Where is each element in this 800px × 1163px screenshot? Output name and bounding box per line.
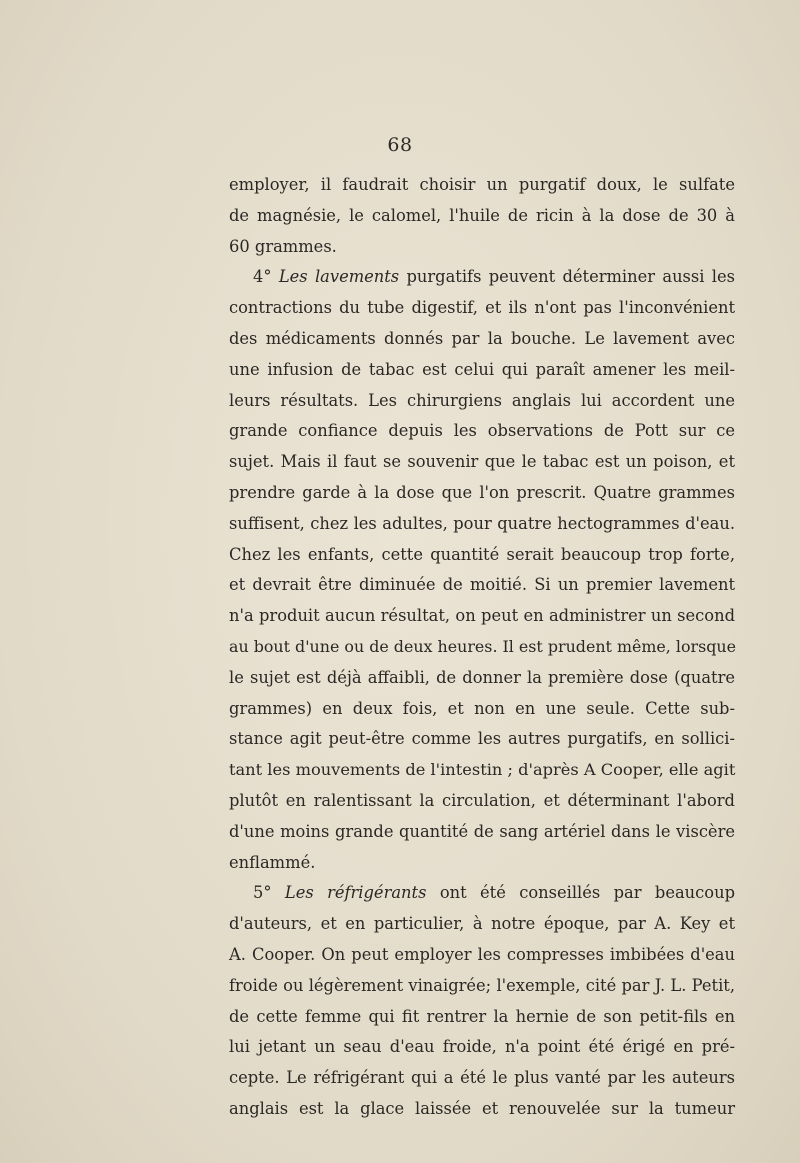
text-line	[229, 355, 735, 386]
text-line-segment: froide ou légèrement vinaigrée; l'exemple, cité par J. L. Petit,	[229, 975, 735, 995]
text-line-segment: sujet. Mais il faut se souvenir que le tabac est un poison, et	[229, 452, 735, 472]
text-line	[229, 1094, 735, 1125]
text-line	[229, 724, 735, 755]
text-line-segment: tant les mouvements de l'intestin ; d'après A Cooper, elle agit	[229, 760, 736, 780]
text-line	[229, 940, 735, 971]
text-line-segment: anglais est la glace laissée et renouvelée sur la tumeur	[229, 1098, 735, 1118]
page-number: 68	[387, 134, 413, 156]
text-line-segment: et devrait être diminuée de moitié. Si un premier lavement	[229, 575, 735, 595]
text-line	[229, 447, 735, 478]
text-line	[229, 509, 735, 540]
text-line-segment: de cette femme qui fit rentrer la hernie de son petit-fils en	[229, 1006, 735, 1026]
text-line	[229, 201, 735, 232]
text-line-segment: une infusion de tabac est celui qui paraît amener les meil-	[229, 359, 735, 379]
text-line-segment: au bout d'une ou de deux heures. Il est prudent même, lorsque	[229, 636, 736, 656]
text-line-segment: le sujet est déjà affaibli, de donner la première dose (quatre	[229, 667, 735, 687]
text-line-segment: n'a produit aucun résultat, on peut en administrer un second	[229, 606, 735, 626]
text-line	[229, 663, 735, 694]
text-line	[229, 1032, 735, 1063]
text-line-segment: ont été conseillés par beaucoup	[426, 883, 735, 903]
text-line	[229, 293, 735, 324]
text-line-segment: d'auteurs, et en particulier, à notre époque, par A. Key et	[229, 914, 735, 934]
text-line	[229, 694, 735, 725]
text-line	[229, 817, 735, 848]
text-line	[229, 386, 735, 417]
text-line-segment: 4°	[253, 267, 279, 287]
text-line-segment: enflammé.	[229, 852, 316, 872]
text-line-segment: stance agit peut-être comme les autres purgatifs, en sollici-	[229, 729, 735, 749]
text-line	[229, 540, 735, 571]
text-line-segment: A. Cooper. On peut employer les compresses imbibées d'eau	[229, 944, 735, 964]
text-line	[229, 1063, 735, 1094]
text-line-segment: 60 grammes.	[229, 236, 337, 256]
text-line-segment: prendre garde à la dose que l'on prescrit. Quatre grammes	[229, 482, 735, 502]
text-line-segment: Chez les enfants, cette quantité serait beaucoup trop forte,	[229, 544, 735, 564]
text-line	[229, 1002, 735, 1033]
text-line	[229, 416, 735, 447]
text-line-segment: cepte. Le réfrigérant qui a été le plus vanté par les auteurs	[229, 1068, 735, 1088]
italic-term: Les lavements	[278, 267, 400, 287]
text-line	[229, 848, 735, 879]
text-line-segment: contractions du tube digestif, et ils n'ont pas l'inconvénient	[229, 298, 735, 318]
text-line-segment: leurs résultats. Les chirurgiens anglais lui accordent une	[229, 390, 735, 410]
italic-term: Les réfrigérants	[284, 883, 427, 903]
text-line	[229, 601, 735, 632]
text-line	[229, 478, 735, 509]
text-line-segment: grammes) en deux fois, et non en une seule. Cette sub-	[229, 698, 735, 718]
text-line	[229, 786, 735, 817]
text-line-segment: de magnésie, le calomel, l'huile de ricin à la dose de 30 à	[229, 205, 735, 225]
text-line-segment: grande confiance depuis les observations de Pott sur ce	[229, 421, 735, 441]
text-line	[229, 909, 735, 940]
text-line	[229, 232, 735, 263]
text-line	[229, 971, 735, 1002]
body-text	[229, 170, 735, 1125]
text-line	[229, 170, 735, 201]
text-line-segment: lui jetant un seau d'eau froide, n'a point été érigé en pré-	[229, 1037, 735, 1057]
text-line-segment: 5°	[253, 883, 285, 903]
text-line-segment: d'une moins grande quantité de sang artériel dans le viscère	[229, 821, 735, 841]
text-line-segment: des médicaments donnés par la bouche. Le lavement avec	[229, 328, 735, 348]
text-line	[229, 324, 735, 355]
text-line-segment: purgatifs peuvent déterminer aussi les	[399, 267, 735, 287]
text-line	[229, 632, 735, 663]
text-line	[229, 570, 735, 601]
text-line-segment: employer, il faudrait choisir un purgatif doux, le sulfate	[229, 175, 735, 194]
text-line-segment: plutôt en ralentissant la circulation, et déterminant l'abord	[229, 790, 735, 810]
text-line	[229, 262, 735, 293]
text-line	[229, 878, 735, 909]
text-line-segment: suffisent, chez les adultes, pour quatre hectogrammes d'eau.	[229, 513, 735, 533]
text-line	[229, 755, 735, 786]
